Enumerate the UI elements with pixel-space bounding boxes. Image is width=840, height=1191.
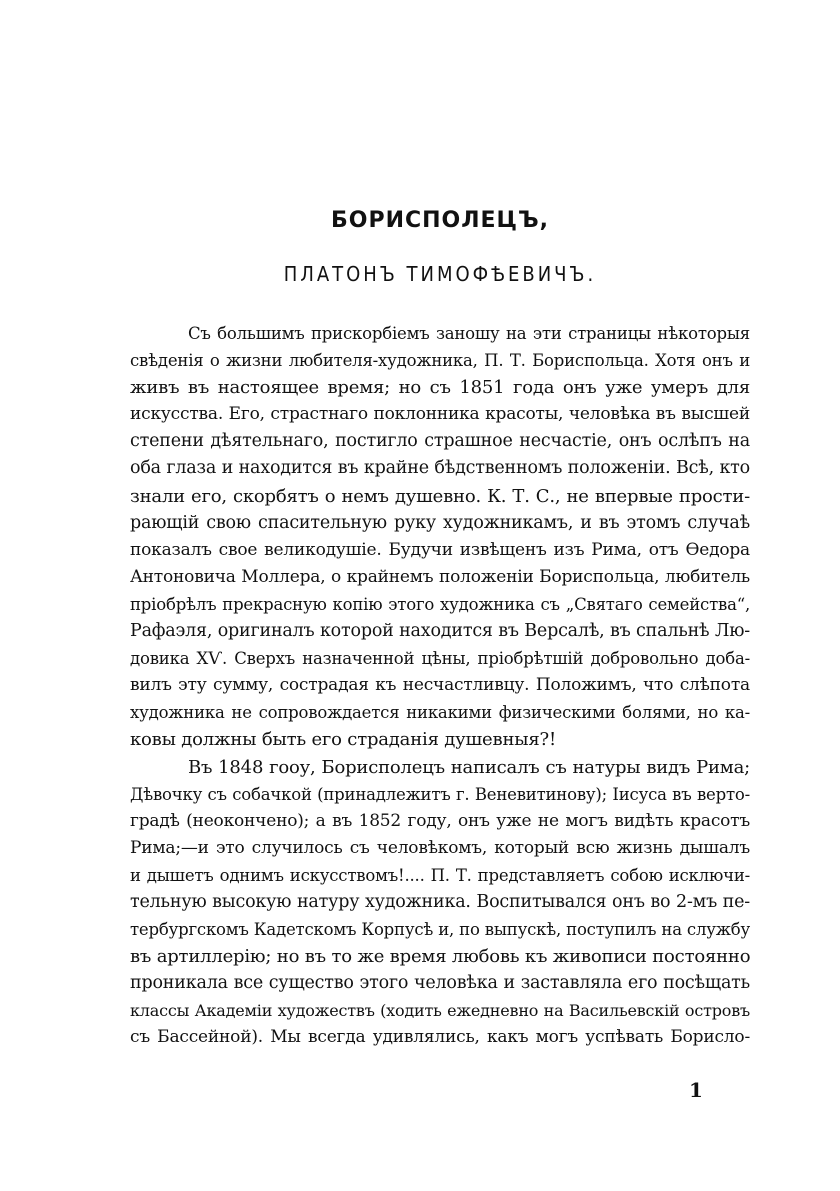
- page-subtitle: ПЛАТОНЪ ТИМОФѢЕВИЧЪ.: [283, 262, 597, 286]
- text-line: Съ большимъ прискорбіемъ заношу на эти страницы нѣкоторыя: [188, 324, 750, 343]
- text-line: художника не сопровождается никакими физическими болями, но ка-: [130, 703, 750, 723]
- text-line: искусства. Его, страстнаго поклонника красоты, человѣка въ высшей: [130, 404, 750, 425]
- text-line: знали его, скорбятъ о немъ душевно. К. Т. С., не впервые прости-: [130, 485, 750, 507]
- text-line: степени дѣятельнаго, постигло страшное несчастіе, онъ ослѣпъ на: [130, 431, 750, 452]
- text-line: и дышетъ однимъ искусствомъ!.... П. Т. представляетъ собою исключи-: [130, 865, 750, 885]
- text-line: Рима;—и это случилось съ человѣкомъ, который всю жизнь дышалъ: [130, 837, 750, 858]
- text-line: классы Академіи художествъ (ходить ежедневно на Васильевскій островъ: [130, 1001, 750, 1021]
- text-line: Антоновича Моллера, о крайнемъ положеніи Бориспольца, любитель: [130, 566, 750, 587]
- text-line: проникала все существо этого человѣка и заставляла его посѣщать: [130, 973, 750, 994]
- text-line: съ Бассейной). Мы всегда удивлялись, какъ могъ успѣвать Борисло-: [130, 1027, 750, 1048]
- page-title: БОРИСПОЛЕЦЪ,: [330, 208, 549, 233]
- text-line: тербургскомъ Кадетскомъ Корпусѣ и, по выпускѣ, поступилъ на службу: [130, 920, 750, 940]
- page-number: 1: [689, 1078, 703, 1102]
- text-line: живъ въ настоящее время; но съ 1851 года онъ уже умеръ для: [130, 377, 750, 399]
- text-line: въ артиллерію; но въ то же время любовь къ живописи постоянно: [130, 946, 751, 968]
- text-line: тельную высокую натуру художника. Воспитывался онъ во 2-мъ пе-: [130, 891, 750, 912]
- text-line: вилъ эту сумму, сострадая къ несчастливцу. Положимъ, что слѣпота: [130, 675, 750, 696]
- body-text: [130, 320, 750, 1052]
- text-line: рающій свою спасительную руку художникамъ, и въ этомъ случаѣ: [130, 512, 750, 533]
- text-line: показалъ свое великодушіе. Будучи извѣщенъ изъ Рима, отъ Ѳедора: [130, 539, 750, 560]
- text-line: оба глаза и находится въ крайне бѣдственномъ положеніи. Всѣ, кто: [130, 458, 750, 479]
- text-line: Въ 1848 гooу, Борисполецъ написалъ съ натуры видъ Рима;: [188, 756, 750, 778]
- text-line: Дѣвочку съ собачкой (принадлежитъ г. Веневитинову); Іисуса въ верто-: [130, 784, 750, 804]
- text-line: свѣденія о жизни любителя-художника, П. Т. Бориспольца. Хотя онъ и: [130, 351, 750, 371]
- text-line: Рафаэля, оригиналъ которой находится въ Версалѣ, въ спальнѣ Лю-: [130, 621, 750, 642]
- text-line: пріобрѣлъ прекрасную копію этого художника съ „Святаго семейства“,: [130, 594, 750, 614]
- text-line: ковы должны быть его страданія душевныя?!: [130, 729, 557, 751]
- text-line: градѣ (неокончено); а въ 1852 году, онъ уже не могъ видѣть красотъ: [130, 810, 750, 831]
- text-line: довика XѴ. Сверхъ назначенной цѣны, пріобрѣтшій добровольно доба-: [130, 649, 750, 669]
